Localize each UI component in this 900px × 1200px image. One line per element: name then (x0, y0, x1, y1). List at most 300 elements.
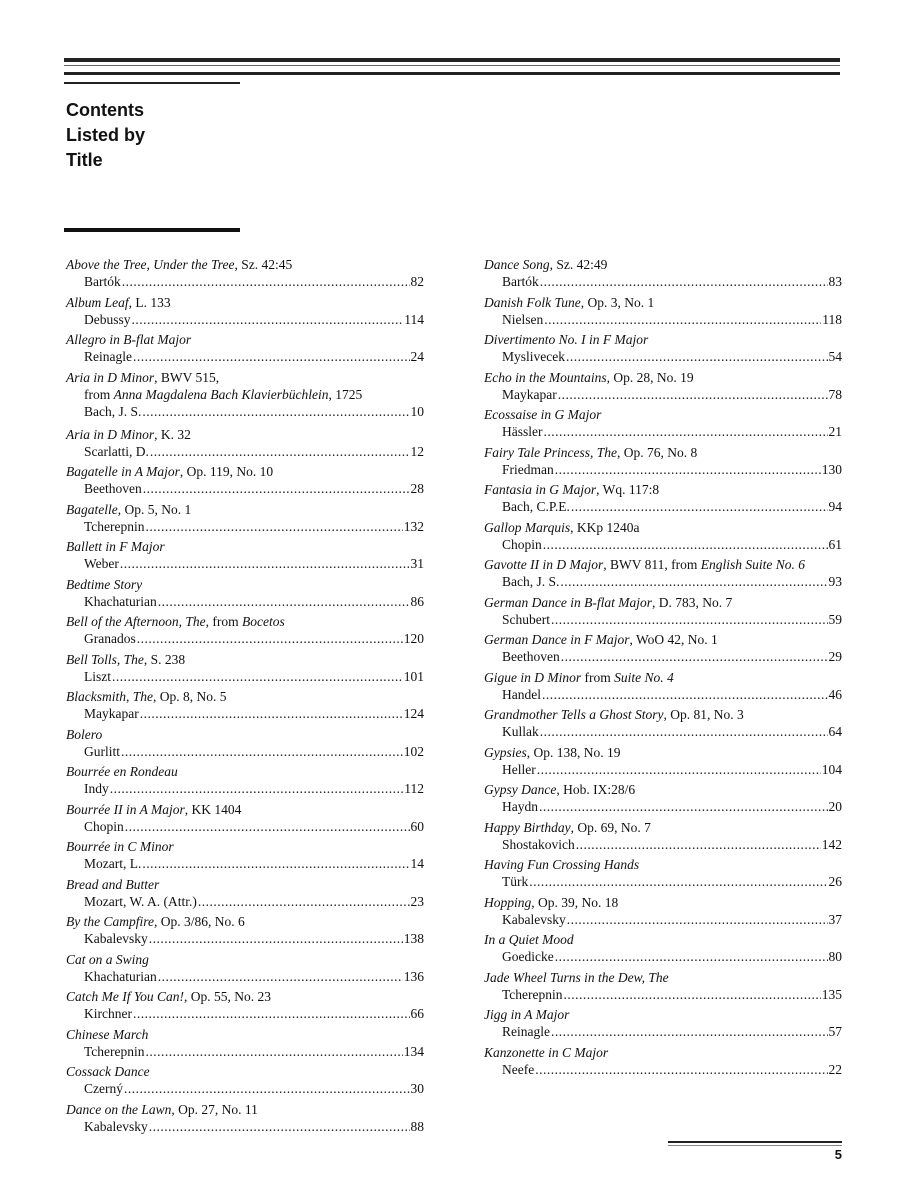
dot-leader (120, 555, 410, 572)
dot-leader (121, 743, 403, 760)
dot-leader (566, 348, 828, 365)
entry-title-line (66, 463, 424, 480)
contents-entry (484, 781, 842, 819)
dot-leader (112, 668, 403, 685)
entry-title: Dance Song (484, 257, 550, 272)
entry-page: 28 (410, 481, 424, 496)
entry-title: Cossack Dance (66, 1064, 150, 1079)
dot-leader (149, 930, 403, 947)
dot-leader (567, 911, 828, 928)
entry-title-line (484, 481, 842, 498)
dot-leader (137, 630, 403, 647)
dot-leader (544, 423, 828, 440)
entry-title-line (484, 706, 842, 723)
entry-title: Gypsy Dance (484, 782, 557, 797)
dot-leader (150, 443, 410, 460)
entry-composer-line (484, 723, 842, 740)
entry-catalog: , Op. 3/86, No. 6 (153, 914, 245, 929)
entry-composer-line (484, 536, 842, 553)
entry-title-line (66, 951, 424, 968)
entry-title-line (484, 331, 842, 348)
dot-leader (124, 1080, 410, 1097)
entry-title-line (66, 726, 424, 743)
entry-page: 26 (828, 874, 842, 889)
entry-page: 14 (410, 856, 424, 871)
contents-entry (66, 838, 424, 876)
entry-title-line (66, 294, 424, 311)
entry-page: 61 (828, 536, 842, 552)
entry-composer: Debussy (84, 311, 131, 327)
entry-title-line (66, 613, 424, 630)
entry-composer: Tcherepnin (502, 986, 563, 1002)
contents-column-right (484, 256, 842, 1081)
entry-catalog: , Op. 76, No. 8 (617, 444, 698, 460)
entry-title: Chinese March (66, 1026, 149, 1042)
entry-title: Gypsies (484, 744, 527, 760)
dot-leader (558, 386, 828, 403)
entry-composer: Granados (84, 631, 136, 646)
entry-catalog: , KKp 1240a (570, 519, 640, 535)
entry-composer: Beethoven (502, 649, 560, 664)
entry-composer-line (66, 555, 424, 572)
contents-entry (484, 894, 842, 932)
entry-catalog: , Sz. 42:45 (234, 257, 293, 272)
entry-composer: Myslivecek (502, 349, 565, 364)
entry-composer-line (66, 855, 424, 872)
dot-leader (122, 273, 410, 290)
dot-leader (110, 780, 404, 797)
entry-title: Gigue in D Minor (484, 669, 582, 685)
entry-page: 12 (410, 443, 424, 459)
contents-entry (484, 1006, 842, 1044)
entry-composer: Maykapar (84, 706, 139, 721)
entry-catalog: , Op. 138, No. 19 (526, 744, 621, 760)
entry-page: 138 (403, 931, 424, 946)
entry-title-line (484, 1006, 842, 1023)
entry-composer-line (484, 273, 842, 290)
entry-composer-line (484, 873, 842, 890)
entry-title: Catch Me If You Can! (66, 989, 184, 1004)
contents-entry (66, 1026, 424, 1064)
contents-entry (66, 726, 424, 764)
entry-page: 37 (828, 911, 842, 927)
entry-title: Cat on a Swing (66, 951, 149, 967)
contents-entry (66, 951, 424, 989)
heading-rule-bottom (64, 228, 240, 232)
entry-composer: Haydn (502, 799, 538, 814)
entry-title: Happy Birthday (484, 819, 571, 835)
entry-title-line (66, 1026, 424, 1043)
entry-title: Bourrée in C Minor (66, 839, 174, 854)
contents-entry (484, 406, 842, 444)
dot-leader (142, 855, 409, 872)
entry-composer: Mozart, W. A. (Attr.) (84, 893, 197, 909)
entry-page: 66 (410, 1006, 424, 1021)
entry-composer: Bach, J. S. (502, 574, 560, 589)
entry-page: 24 (410, 349, 424, 364)
entry-title: German Dance in F Major (484, 632, 630, 647)
entry-page: 46 (828, 686, 842, 702)
entry-composer-line (484, 986, 842, 1003)
dot-leader (140, 705, 403, 722)
entry-source-line (66, 386, 424, 403)
entry-page: 101 (403, 668, 424, 684)
entry-composer-line (484, 386, 842, 403)
entry-composer: Maykapar (502, 386, 557, 402)
entry-title: Bell Tolls, The (66, 651, 144, 667)
entry-catalog: , Op. 39, No. 18 (531, 894, 619, 910)
entry-title-line (484, 931, 842, 948)
dot-leader (535, 1061, 827, 1078)
entry-title-line (484, 894, 842, 911)
entry-catalog: , Op. 28, No. 19 (606, 369, 694, 385)
entry-composer-line (66, 1080, 424, 1097)
entry-source: Bocetos (241, 614, 285, 629)
entry-catalog: from (581, 669, 615, 685)
entry-title: Gallop Marquis (484, 519, 571, 535)
dot-leader (542, 686, 828, 703)
entry-title-line (66, 576, 424, 593)
entry-title: Bourrée II in A Major (66, 801, 185, 817)
entry-composer: Gurlitt (84, 743, 120, 759)
entry-catalog: , S. 238 (143, 651, 186, 667)
contents-entry (484, 706, 842, 744)
entry-catalog: , Wq. 117:8 (596, 482, 660, 497)
entry-title-line (484, 669, 842, 686)
entry-catalog: , Op. 119, No. 10 (179, 464, 274, 479)
entry-composer-line (484, 836, 842, 853)
dot-leader (571, 498, 828, 515)
entry-title: Dance on the Lawn (66, 1101, 172, 1117)
entry-page: 23 (410, 893, 424, 909)
contents-entry (484, 594, 842, 632)
entry-composer-line (66, 930, 424, 947)
entry-composer-line (66, 273, 424, 290)
contents-entry (66, 538, 424, 576)
entry-title: Fairy Tale Princess, The (484, 444, 617, 460)
dot-leader (561, 648, 828, 665)
entry-composer-line (484, 686, 842, 703)
dot-leader (540, 273, 828, 290)
entry-composer-line (484, 1023, 842, 1040)
entry-title-line (484, 519, 842, 536)
entry-composer: Mozart, L. (84, 856, 142, 871)
contents-entry (66, 688, 424, 726)
entry-title: Grandmother Tells a Ghost Story (484, 707, 664, 722)
entry-catalog: , Op. 8, No. 5 (153, 689, 227, 704)
entry-page: 83 (828, 274, 842, 289)
entry-composer: Nielsen (502, 311, 544, 327)
entry-title-line (484, 369, 842, 386)
contents-entry (484, 744, 842, 782)
entry-composer-line (66, 1043, 424, 1060)
entry-catalog: , D. 783, No. 7 (651, 594, 733, 610)
entry-composer-line (484, 1061, 842, 1078)
entry-composer: Hässler (502, 424, 543, 439)
contents-entry (66, 1063, 424, 1101)
contents-entry (484, 856, 842, 894)
entry-composer: Khachaturian (84, 968, 157, 984)
entry-composer-line (484, 648, 842, 665)
entry-title: Allegro in B-flat Major (66, 332, 192, 347)
entry-page: 112 (404, 781, 424, 796)
dot-leader (132, 311, 404, 328)
entry-composer: Kabalevsky (84, 931, 148, 946)
entry-page: 21 (828, 424, 842, 439)
entry-title: Having Fun Crossing Hands (484, 857, 640, 872)
entry-page: 10 (410, 403, 424, 419)
entry-catalog: , from (205, 614, 242, 629)
contents-entry (66, 801, 424, 839)
dot-leader (537, 761, 821, 778)
contents-entry (66, 913, 424, 951)
entry-composer: Kullak (502, 724, 539, 739)
dot-leader (543, 536, 828, 553)
entry-composer: Weber (84, 556, 119, 571)
entry-composer-line (484, 311, 842, 328)
dot-leader (544, 311, 821, 328)
entry-composer-line (66, 403, 424, 420)
entry-composer-line (66, 968, 424, 985)
entry-page: 22 (828, 1061, 842, 1077)
page-title-line: Title (66, 150, 103, 170)
entry-page: 64 (828, 724, 842, 739)
entry-page: 30 (410, 1081, 424, 1096)
contents-entry (66, 426, 424, 464)
entry-title-line (66, 538, 424, 555)
entry-page: 93 (828, 574, 842, 589)
entry-composer-line (484, 348, 842, 365)
entry-title-line (484, 781, 842, 798)
dot-leader (555, 948, 828, 965)
dot-leader (133, 1005, 410, 1022)
dot-leader (540, 723, 828, 740)
entry-title-line (484, 1044, 842, 1061)
contents-entry (484, 519, 842, 557)
entry-page: 29 (828, 649, 842, 664)
entry-catalog: , WoO 42, No. 1 (629, 632, 718, 647)
entry-title: Aria in D Minor (66, 426, 155, 442)
entry-title-line (484, 631, 842, 648)
entry-title-line (66, 331, 424, 348)
entry-title: Ecossaise in G Major (484, 407, 602, 422)
entry-source: Suite No. 4 (614, 669, 674, 685)
dot-leader (142, 403, 409, 420)
contents-entry (66, 651, 424, 689)
entry-composer: Bartók (502, 274, 539, 289)
contents-entry (484, 294, 842, 332)
entry-page: 57 (828, 1024, 842, 1039)
contents-entry (484, 669, 842, 707)
contents-column-left (66, 256, 424, 1138)
entry-composer-line (484, 611, 842, 628)
contents-entry (484, 819, 842, 857)
contents-entry (66, 876, 424, 914)
entry-catalog: , BWV 515, (154, 369, 220, 385)
page-title-line: Listed by (66, 125, 146, 145)
entry-title-line (66, 688, 424, 705)
entry-catalog: , KK 1404 (184, 801, 242, 817)
entry-title-line (66, 651, 424, 668)
entry-catalog: , Hob. IX:28/6 (556, 782, 636, 797)
contents-entry (66, 463, 424, 501)
entry-catalog: , K. 32 (154, 426, 191, 442)
entry-composer: Handel (502, 686, 541, 702)
dot-leader (539, 798, 828, 815)
entry-page: 102 (403, 743, 424, 759)
entry-page: 136 (403, 968, 424, 984)
entry-composer-line (484, 798, 842, 815)
entry-composer: Chopin (502, 536, 542, 552)
entry-composer: Shostakovich (502, 836, 575, 852)
top-double-rule (64, 58, 840, 75)
entry-title: Hopping (484, 894, 532, 910)
contents-entry (484, 369, 842, 407)
entry-title-line (66, 763, 424, 780)
entry-title: Album Leaf (66, 294, 129, 310)
entry-composer: Kabalevsky (84, 1118, 148, 1134)
entry-composer-line (484, 911, 842, 928)
contents-entry (484, 331, 842, 369)
contents-entry (66, 576, 424, 614)
entry-title-line (484, 744, 842, 761)
contents-entry (66, 613, 424, 651)
heading-rule-top (64, 82, 240, 84)
dot-leader (564, 986, 821, 1003)
contents-entry (484, 631, 842, 669)
entry-composer-line (66, 480, 424, 497)
entry-catalog: , L. 133 (128, 294, 171, 310)
entry-title-line (66, 501, 424, 518)
entry-composer: Liszt (84, 668, 111, 684)
entry-page: 104 (821, 761, 842, 777)
entry-composer-line (66, 348, 424, 365)
dot-leader (551, 611, 828, 628)
contents-entry (484, 1044, 842, 1082)
entry-title-line (484, 406, 842, 423)
entry-catalog: , Op. 69, No. 7 (570, 819, 651, 835)
entry-title-line (484, 856, 842, 873)
entry-title-line (66, 988, 424, 1005)
contents-entry (484, 556, 842, 594)
contents-entry (484, 969, 842, 1007)
entry-title: Kanzonette in C Major (484, 1044, 609, 1060)
entry-title: Bagatelle (66, 501, 118, 517)
contents-entry (66, 1101, 424, 1139)
entry-composer: Indy (84, 781, 109, 796)
entry-title-line (66, 426, 424, 443)
entry-page: 94 (828, 499, 842, 514)
entry-catalog: , Op. 3, No. 1 (580, 294, 655, 310)
entry-title-line (66, 913, 424, 930)
entry-composer-line (484, 573, 842, 590)
contents-entry (66, 331, 424, 369)
entry-catalog: , Op. 81, No. 3 (663, 707, 744, 722)
entry-composer: Khachaturian (84, 593, 157, 609)
entry-title: Ballett in F Major (66, 539, 165, 554)
entry-title: Danish Folk Tune (484, 294, 581, 310)
dot-leader (158, 593, 410, 610)
dot-leader (158, 968, 403, 985)
entry-title: Bell of the Afternoon, The (66, 614, 206, 629)
entry-title: In a Quiet Mood (484, 932, 574, 947)
contents-entry (484, 931, 842, 969)
entry-composer: Tcherepnin (84, 518, 145, 534)
entry-title-line (66, 369, 424, 386)
entry-composer: Chopin (84, 818, 124, 834)
dot-leader (555, 461, 821, 478)
entry-composer: Bach, C.P.E. (502, 499, 570, 514)
entry-title-line (66, 801, 424, 818)
entry-title: Echo in the Mountains (484, 369, 607, 385)
entry-title: Gavotte II in D Major (484, 557, 604, 572)
entry-page: 135 (821, 986, 842, 1002)
entry-composer: Scarlatti, D. (84, 443, 149, 459)
entry-title: Jigg in A Major (484, 1007, 570, 1022)
entry-title-line (484, 556, 842, 573)
entry-composer-line (66, 743, 424, 760)
entry-composer: Reinagle (84, 349, 132, 364)
entry-page: 142 (821, 836, 842, 852)
page-number: 5 (834, 1147, 842, 1162)
entry-composer: Kabalevsky (502, 911, 566, 927)
contents-entry (484, 481, 842, 519)
dot-leader (146, 518, 403, 535)
dot-leader (143, 480, 410, 497)
entry-title-line (66, 1101, 424, 1118)
entry-page: 120 (403, 631, 424, 646)
entry-title: Bread and Butter (66, 876, 160, 892)
entry-catalog: , BWV 811, from (603, 557, 701, 572)
entry-composer: Neefe (502, 1061, 535, 1077)
entry-catalog: , Op. 55, No. 23 (184, 989, 271, 1004)
entry-title-line (484, 294, 842, 311)
contents-entry (66, 294, 424, 332)
entry-title-line (484, 444, 842, 461)
entry-page: 20 (828, 799, 842, 814)
entry-title: By the Campfire (66, 914, 154, 929)
dot-leader (529, 873, 827, 890)
entry-title: Above the Tree, Under the Tree (66, 257, 235, 272)
entry-composer-line (484, 948, 842, 965)
entry-page: 118 (822, 311, 842, 327)
entry-composer-line (484, 761, 842, 778)
entry-composer: Türk (502, 874, 529, 889)
entry-title: Divertimento No. I in F Major (484, 332, 649, 347)
contents-entry (66, 988, 424, 1026)
entry-composer: Tcherepnin (84, 1043, 145, 1059)
entry-composer: Schubert (502, 611, 550, 627)
entry-catalog: , Op. 5, No. 1 (117, 501, 192, 517)
entry-composer-line (66, 630, 424, 647)
dot-leader (560, 573, 827, 590)
entry-title-line (66, 256, 424, 273)
entry-composer: Reinagle (502, 1024, 550, 1039)
contents-entry (484, 256, 842, 294)
contents-entry (66, 501, 424, 539)
entry-title: Bagatelle in A Major (66, 464, 180, 479)
dot-leader (125, 818, 410, 835)
contents-entry (66, 256, 424, 294)
entry-page: 31 (410, 556, 424, 571)
entry-title: Bedtime Story (66, 576, 143, 592)
entry-catalog: , Op. 27, No. 11 (171, 1101, 258, 1117)
entry-composer: Bartók (84, 274, 121, 289)
entry-title: Aria in D Minor (66, 369, 155, 385)
dot-leader (576, 836, 821, 853)
page-title-line: Contents (66, 100, 144, 120)
entry-composer-line (66, 593, 424, 610)
